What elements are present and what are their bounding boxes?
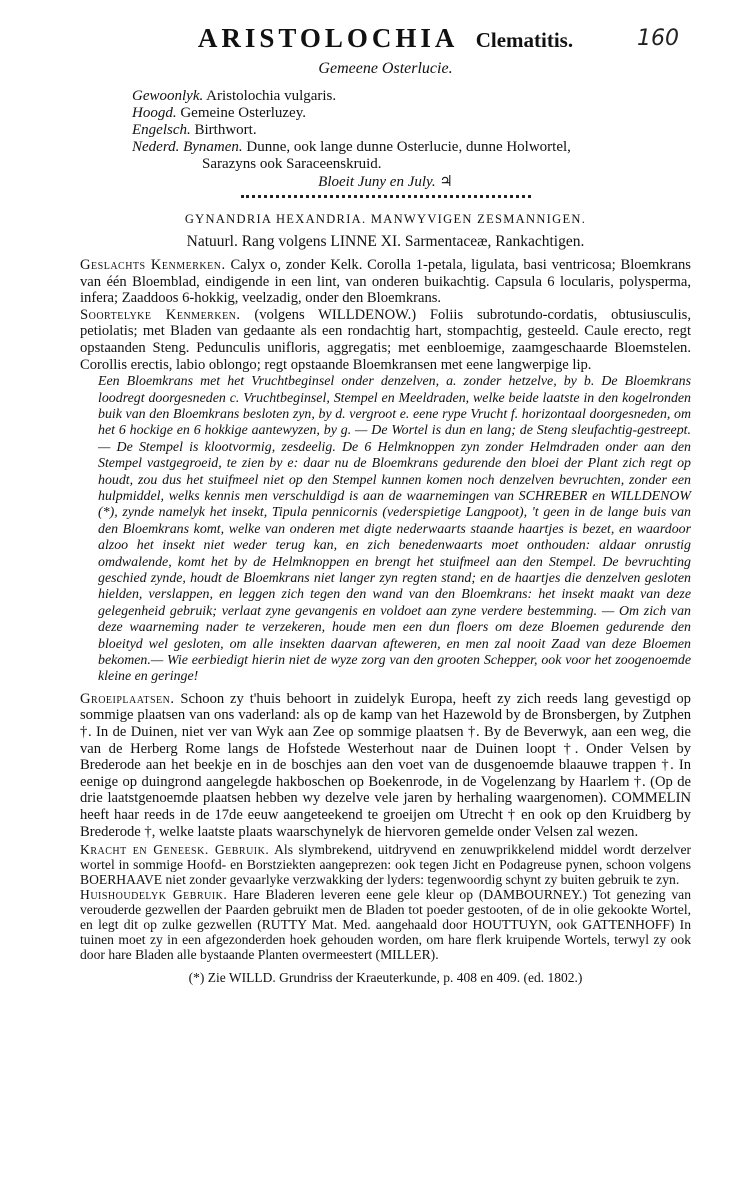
page-number: 160 <box>637 26 679 51</box>
linnaean-class: GYNANDRIA HEXANDRIA. MANWYVIGEN ZESMANNIGEN. <box>184 212 587 226</box>
flowering-time: Bloeit Juny en July. ♃ <box>318 174 453 190</box>
plate-description: Een Bloemkrans met het Vruchtbeginsel onder denzelven, a. zonder hetzelve, by b. De Bloemkrans loodregt doorgesneden c. Vruchtbeginsel, Stempel en Meeldraden, welke beide laatste in den kogelronden buik van den Bloemkrans besloten zyn, by d. vergroot e. eene rype Vrucht f. horizontaal doorgesneden, om het 6 hockige en 6 hokkige aantewyzen, by g. — De Wortel is dun en lang; de Steng sleufachtig-gestreept. — De Stempel is klootvormig, zesdeelig. De 6 Helmknoppen zyn zonder Helmdraden onder aan den Stempel vastgegroeid, te zien by e: daar nu de Bloemkrans gedurende den bloei der Plant zich regt op houdt, zou dus het stuifmeel niet op den Stempel kunnen komen noch denzelven bevruchten, zonder een hulpmiddel, welks kennis men verschuldigd is aan de waarnemingen van SCHREBER en WILLDENOW (*), zynde namelyk het insekt, Tipula pennicornis (vederspietige Langpoot), 't geen in de lange buis van den Bloemkrans komt, welke van onderen met digte nederwaarts staande haartjes is bezet, en waardoor alzoo het insekt niet weder terug kan, en zich benedenwaarts moet onthouden: aldaar onrustig omdwalende, komt het by de Helmknoppen en brengt het stuifmeel aan den Stempel. De bevruchting geschied zynde, houdt de Bloemkrans niet langer zyn regten stand; en de haartjes die denzelven gesloten hielden, verslappen, en leggen zich tegen den wand van den Bloemkrans: het insekt maakt van deze gelegenheid gebruik; verlaat zyne gevangenis en voldoet aan zyne verdere bestemming. — Om zich van deze waarneming nader te verzekeren, houde men een dun floers om deze Bloemen gedurende den bloeityd wel gesloten, om alle insekten daarvan afteweren, en men zal nooit Zaad van deze Bloemen bekomen.— Wie eerbiedigt hierin niet de wyze zorg van den grooten Schepper, ook voor het zoogenoemde kleine en geringe! <box>98 374 691 685</box>
dotted-divider <box>241 195 531 198</box>
page-title <box>80 22 691 56</box>
household-use-section: Huishoudelyk Gebruik. Hare Bladeren leveren eene gele kleur op (DAMBOURNEY.) Tot genezing van verouderde gezwellen der Paarden gebruikt men de Bladen tot poeder gestooten, of de in olie gekookte Wortel, en legt dit op zulke gezwellen (RUTTY Mat. Med. aangehaald door HOUTTUYN, ook GATTENHOFF) In tuinen moet zy in een afgezonderden hoek gehouden worden, om hare flerk kruipende Wortels, terwyl zy ook door hare Bladen alle bystaande Planten overmeestert (MILLER). <box>80 887 691 963</box>
genus-name: ARISTOLOCHIA <box>197 23 457 53</box>
habitats-section: Groeiplaatsen. Schoon zy t'huis behoort in zuidelyk Europa, heeft zy zich reeds lang gevestigd op sommige plaatsen van ons vaderland: als op de kamp van het Hazewold by de Bronsbergen, by Zutphen †. In de Duinen, niet ver van Wyk aan Zee op sommige plaatsen †. By de Beverwyk, aan een weg, die van de Herberg Rome langs de Hofstede Westerhout naar de Duinen loopt †. Onder Velsen by Brederode aan het beekje en in de boschjes aan den voet van de dusgenoemde blaauwe trappen †. In eenige op duingrond aangelegde hakboschen op Boekenrode, in de Vogelenzang by Haarlem †. (Op de drie laatstgenoemde plaatsen hebben wy dezelve vele jaren by herhaling waargenomen). COMMELIN heeft haar reeds in de 17de eeuw aangeteekend te groeijen om Utrecht † en ook op den Kruidberg by Brederode †, welke laatste plaats waarschynelyk de hiervoren gemelde onder Velsen zal wezen. <box>80 690 691 840</box>
footnote: (*) Zie WILLD. Grundriss der Kraeuterkunde, p. 408 en 409. (ed. 1802.) <box>188 970 583 986</box>
name-line: Sarazyns ook Saraceenskruid. <box>202 156 382 172</box>
name-line: Nederd. Bynamen. Dunne, ook lange dunne Osterlucie, dunne Holwortel, <box>132 139 571 155</box>
natural-rank: Natuurl. Rang volgens LINNE XI. Sarmentaceæ, Rankachtigen. <box>186 233 585 250</box>
medicinal-use-section: Kracht en Geneesk. Gebruik. Als slymbrekend, uitdryvend en zenuwprikkelend middel wordt derzelver wortel in sommige Hoofd- en Borstziekten aangeprezen: ook tegen Jicht en Podagreuse pynen, schoon volgens BOERHAAVE niet zonder gevaarlyke verzwakking der lyders: tegenwoordig schynt zy buiten gebruik te zyn. <box>80 842 691 888</box>
species-name: Clematitis. <box>475 28 574 52</box>
vernacular-names <box>132 88 691 173</box>
genus-characters: Geslachts Kenmerken. Calyx o, zonder Kelk. Corolla 1-petala, ligulata, basi ventricosa; Bloemkrans van één Bloemblad, eindigende in een lint, van onderen buikachtig. Capsula 6 locularis, polysperma, infera; Zaaddoos 6-hokkig, veelzadig, onder den Bloemkrans. <box>80 257 691 307</box>
name-line: Engelsch. Birthwort. <box>132 122 257 138</box>
name-line: Hoogd. Gemeine Osterluzey. <box>132 105 306 121</box>
common-name: Gemeene Osterlucie. <box>318 60 453 77</box>
name-line: Gewoonlyk. Aristolochia vulgaris. <box>132 88 337 104</box>
species-characters: Soortelyke Kenmerken. (volgens WILLDENOW.) Foliis subrotundo-cordatis, obtusiusculis, petiolatis; met Bladen van gedaante als een rondachtig hart, stompachtig, gesteeld. Caule erecto, regt opstaanden Steng. Pedunculis unifloris, aggregatis; met eenbloemige, zaamgeschaarde Bloemstelen. Corollis erectis, labio oblongo; regt opstaande Bloemkransen met eene langwerpige lip. <box>80 306 691 373</box>
